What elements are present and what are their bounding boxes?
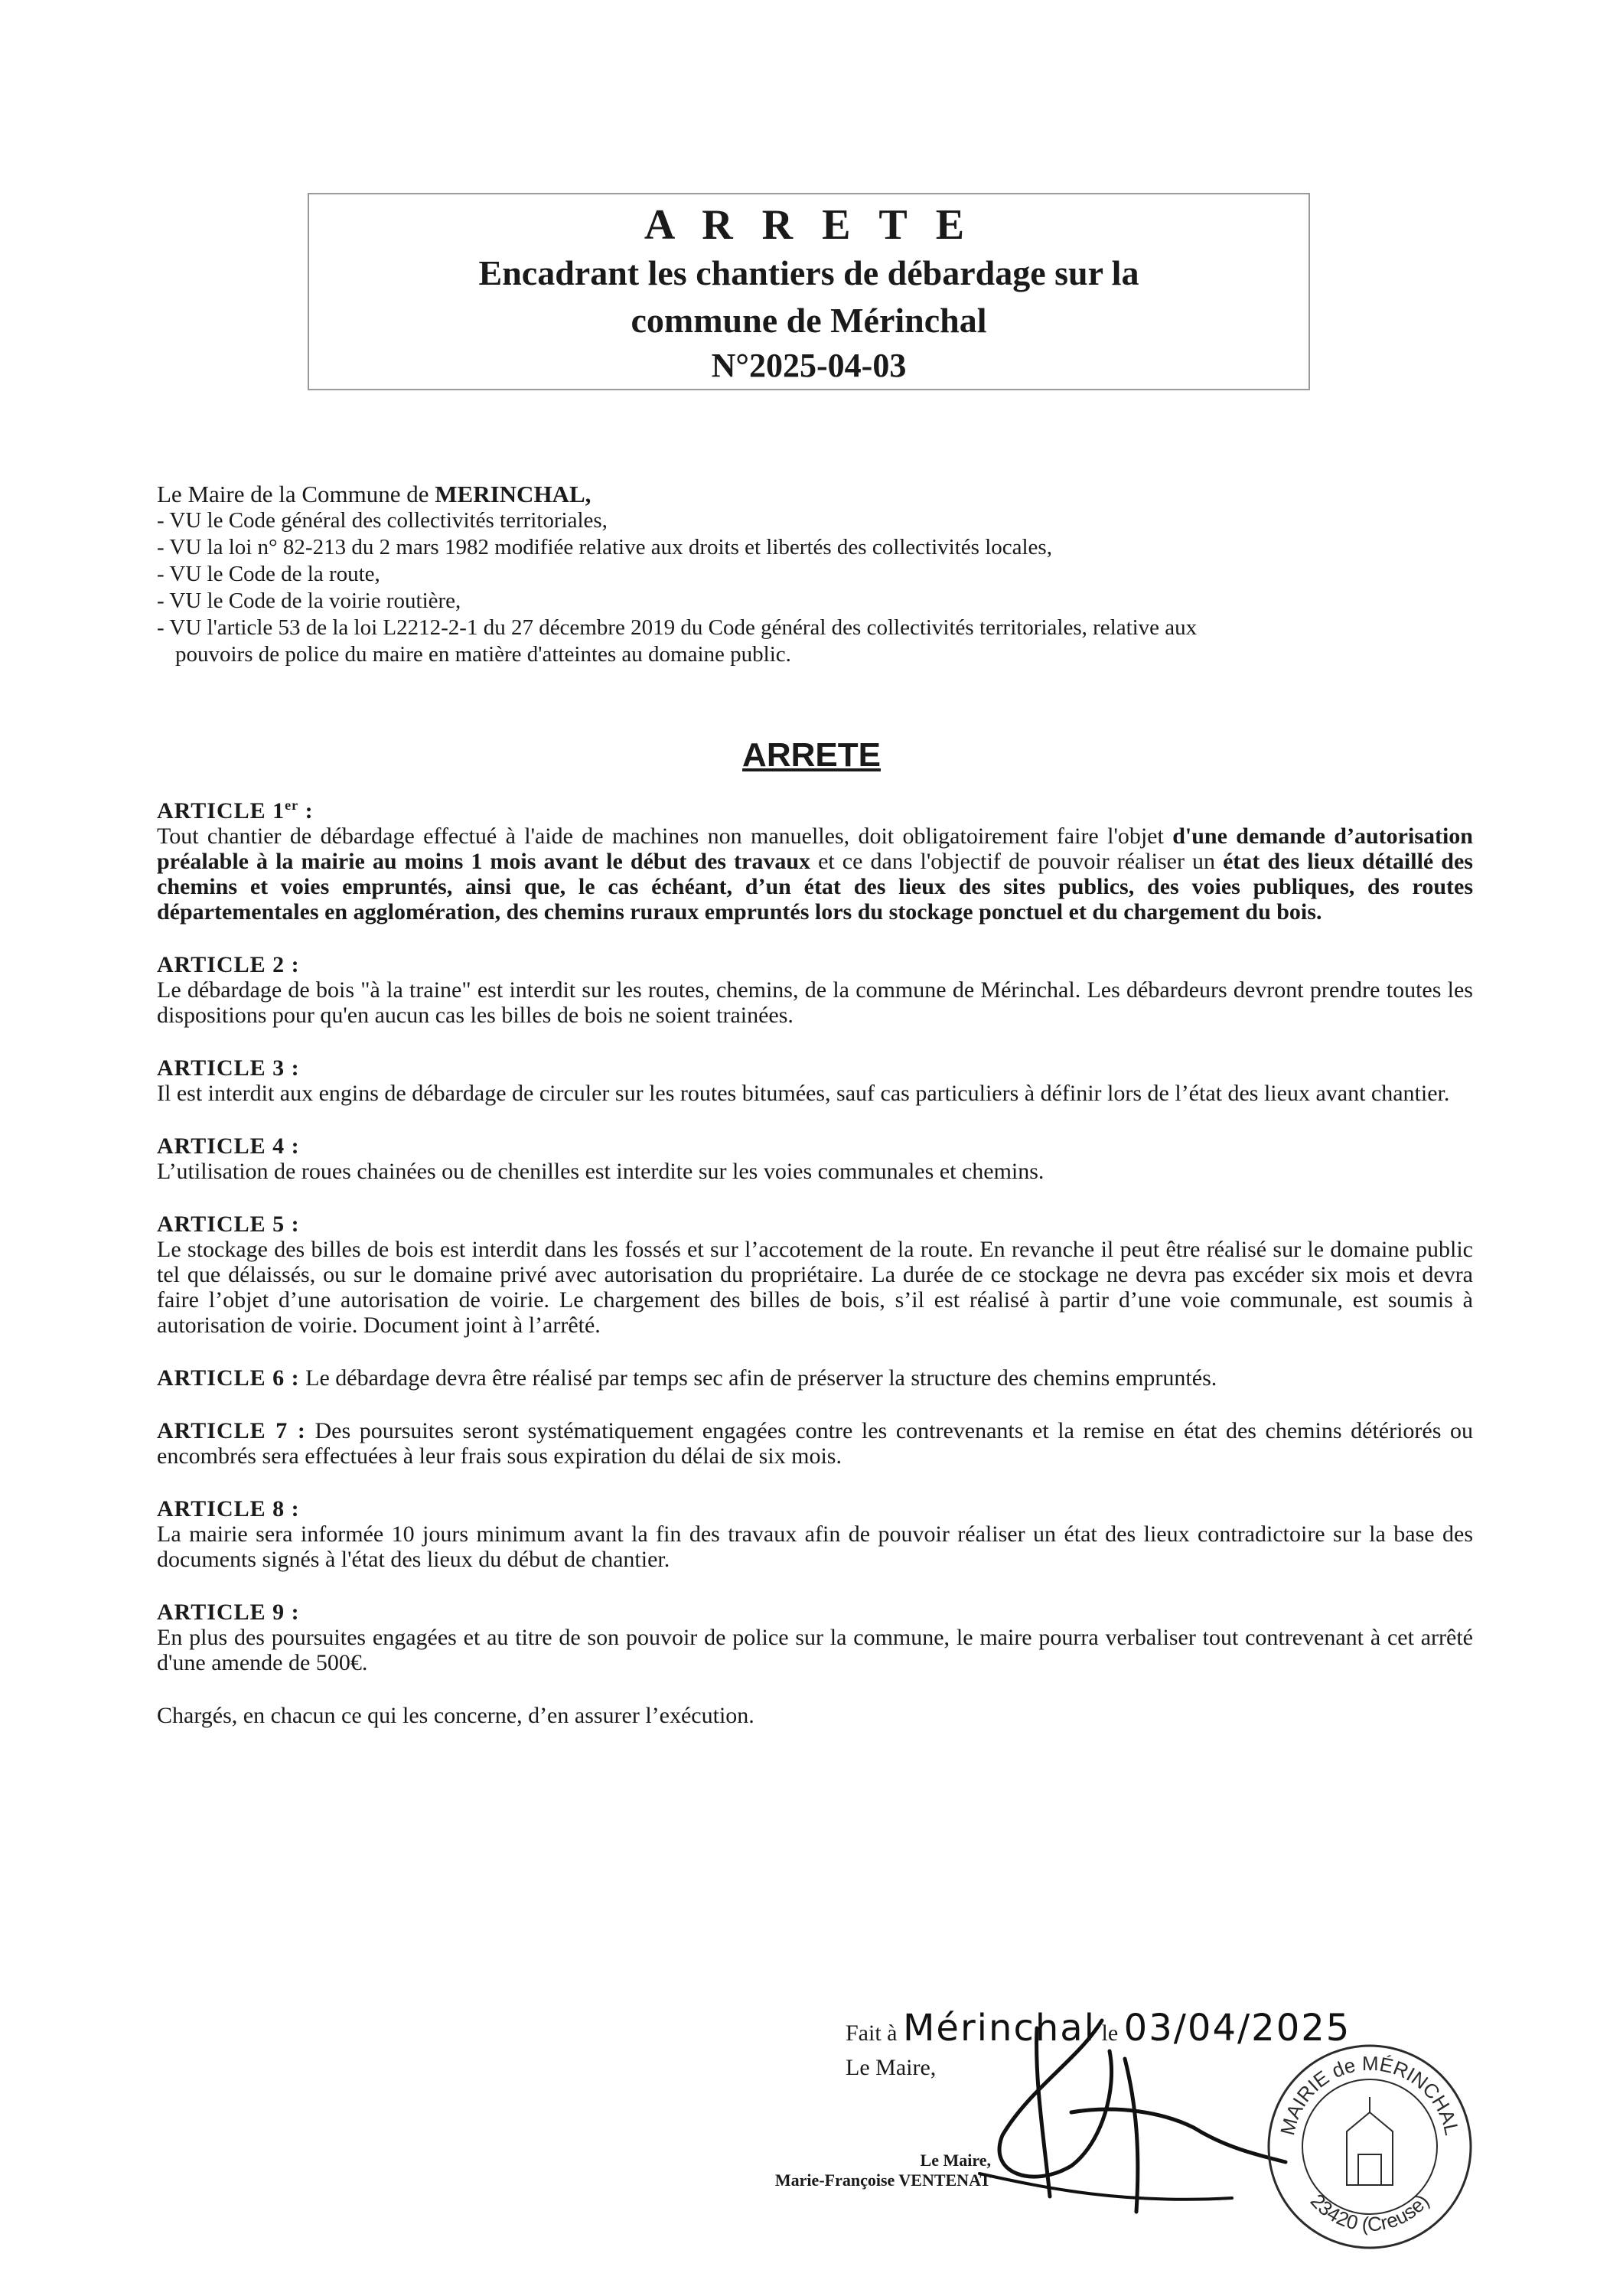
- mayor-line: [157, 481, 1465, 507]
- stamp-person: Marie-Françoise VENTENAT: [774, 2170, 991, 2190]
- document-subject-line2: commune de Mérinchal: [631, 301, 987, 340]
- article-title: ARTICLE 5 :: [157, 1212, 300, 1237]
- document-type-title: A R R E T E: [644, 201, 974, 249]
- article-text: La mairie sera informée 10 jours minimum avant la fin des travaux afin de pouvoir réaliser un état des lieux contradictoire sur la base des documents signés à l'état des lieux du début de chantier.: [157, 1521, 1473, 1572]
- preamble: [157, 481, 1465, 668]
- handwritten-date: 03/04/2025: [1123, 2007, 1351, 2050]
- vu-item-continuation: pouvoirs de police du maire en matière d'atteintes au domaine public.: [175, 642, 791, 667]
- article-title: [157, 793, 1473, 823]
- article-title: ARTICLE 4 :: [157, 1133, 300, 1159]
- handwritten-signature: [872, 1998, 1301, 2227]
- article-1-superscript: er: [285, 797, 299, 813]
- articles: [157, 793, 1473, 1728]
- article-text: Il est interdit aux engins de débardage de circuler sur les routes bitumées, sauf cas particuliers à définir lors de l’état des lieux avant chantier.: [157, 1081, 1450, 1106]
- article-text: Des poursuites seront systématiquement engagées contre les contrevenants et la remise en état des chemins détériorés ou encombrés sera effectuées à leur frais sous expiration du délai de six mois.: [157, 1418, 1474, 1469]
- article-5: [157, 1212, 1473, 1338]
- vu-item: - VU la loi n° 82-213 du 2 mars 1982 modifiée relative aux droits et libertés des collectivités locales,: [157, 535, 1052, 559]
- fait-a-label: Fait à: [846, 2020, 898, 2046]
- article-3: [157, 1055, 1473, 1106]
- arrete-heading: ARRETE: [742, 736, 881, 774]
- seal-bottom-text: 23420 (Creuse): [1305, 2189, 1434, 2236]
- article-title: ARTICLE 9 :: [157, 1600, 300, 1625]
- article-1-title-text: ARTICLE 1: [157, 798, 285, 823]
- vu-item: - VU le Code général des collectivités territoriales,: [157, 508, 608, 533]
- vu-item: - VU le Code de la route,: [157, 562, 380, 586]
- closing-statement: Chargés, en chacun ce qui les concerne, d’en assurer l’exécution.: [157, 1703, 754, 1728]
- article-text: [157, 823, 1473, 925]
- article-text: En plus des poursuites engagées et au titre de son pouvoir de police sur la commune, le maire pourra verbaliser tout contrevenant à cet arrêté d'une amende de 500€.: [157, 1625, 1473, 1675]
- official-seal: [1263, 2040, 1477, 2254]
- article-text: Le débardage de bois "à la traine" est interdit sur les routes, chemins, de la commune de Mérinchal. Les débardeurs devront prendre toutes les dispositions pour qu'en aucun cas les billes de bois ne soient trainées.: [157, 977, 1473, 1028]
- article-1-title-suffix: :: [298, 798, 314, 823]
- article-title: ARTICLE 7 :: [157, 1418, 306, 1443]
- article-title: ARTICLE 8 :: [157, 1496, 300, 1521]
- article-title: ARTICLE 3 :: [157, 1055, 300, 1081]
- article-text: Le stockage des billes de bois est interdit dans les fossés et sur l’accotement de la route. En revanche il peut être réalisé sur le domaine public tel que délaissés, ou sur le domaine privé avec autorisation du propriétaire. La durée de ce stockage ne devra pas excéder six mois et devra faire l’objet d’une autorisation de voirie. Le chargement des billes de bois, s’il est réalisé à partir d’une voie communale, est soumis à autorisation de voirie. Document joint à l’arrêté.: [157, 1237, 1473, 1338]
- document-number: N°2025-04-03: [711, 347, 907, 384]
- seal-top-text: MAIRIE de MÉRINCHAL: [1276, 2051, 1464, 2138]
- vu-item: - VU le Code de la voirie routière,: [157, 589, 461, 613]
- article-9: [157, 1600, 1473, 1675]
- article-1-bold-part: état des lieux détaillé des chemins et voies empruntés, ainsi que, le cas échéant, d’un état des lieux des sites publics, des voies publiques, des routes départementales en agglomération, des chemins ruraux empruntés lors du stockage ponctuel et du chargement du bois.: [157, 849, 1473, 925]
- le-label: le: [1101, 2020, 1119, 2046]
- article-text: Le débardage devra être réalisé par temps sec afin de préserver la structure des chemins empruntés.: [299, 1365, 1217, 1391]
- handwritten-place: Mérinchal: [903, 2007, 1096, 2050]
- article-4: [157, 1133, 1473, 1184]
- article-title: ARTICLE 2 :: [157, 952, 300, 977]
- mayor-prefix: Le Maire de la Commune de: [157, 481, 435, 507]
- seal-emblem: [1347, 2097, 1393, 2185]
- article-title: ARTICLE 6 :: [157, 1365, 300, 1391]
- article-1-text-part: et ce dans l'objectif de pouvoir réaliser un: [810, 849, 1224, 874]
- commune-name: MERINCHAL,: [435, 481, 592, 507]
- article-text: L’utilisation de roues chainées ou de chenilles est interdite sur les voies communales et chemins.: [157, 1159, 1045, 1184]
- article-6: [157, 1365, 1473, 1391]
- article-7: [157, 1418, 1473, 1469]
- article-1: [157, 793, 1473, 925]
- article-1-text-part: Tout chantier de débardage effectué à l'aide de machines non manuelles, doit obligatoirement faire l'objet: [157, 823, 1173, 849]
- vu-item: - VU l'article 53 de la loi L2212-2-1 du 27 décembre 2019 du Code général des collectivités territoriales, relative aux: [157, 615, 1198, 640]
- document-subject-line1: Encadrant les chantiers de débardage sur la: [478, 253, 1139, 292]
- stamp-title: Le Maire,: [920, 2151, 991, 2170]
- le-maire-label: Le Maire,: [846, 2055, 937, 2080]
- title-box: [308, 193, 1310, 390]
- article-8: [157, 1496, 1473, 1572]
- article-1-bold-part: d'une demande d’autorisation préalable à la mairie au moins 1 mois avant le début des travaux: [157, 823, 1473, 874]
- article-2: [157, 952, 1473, 1028]
